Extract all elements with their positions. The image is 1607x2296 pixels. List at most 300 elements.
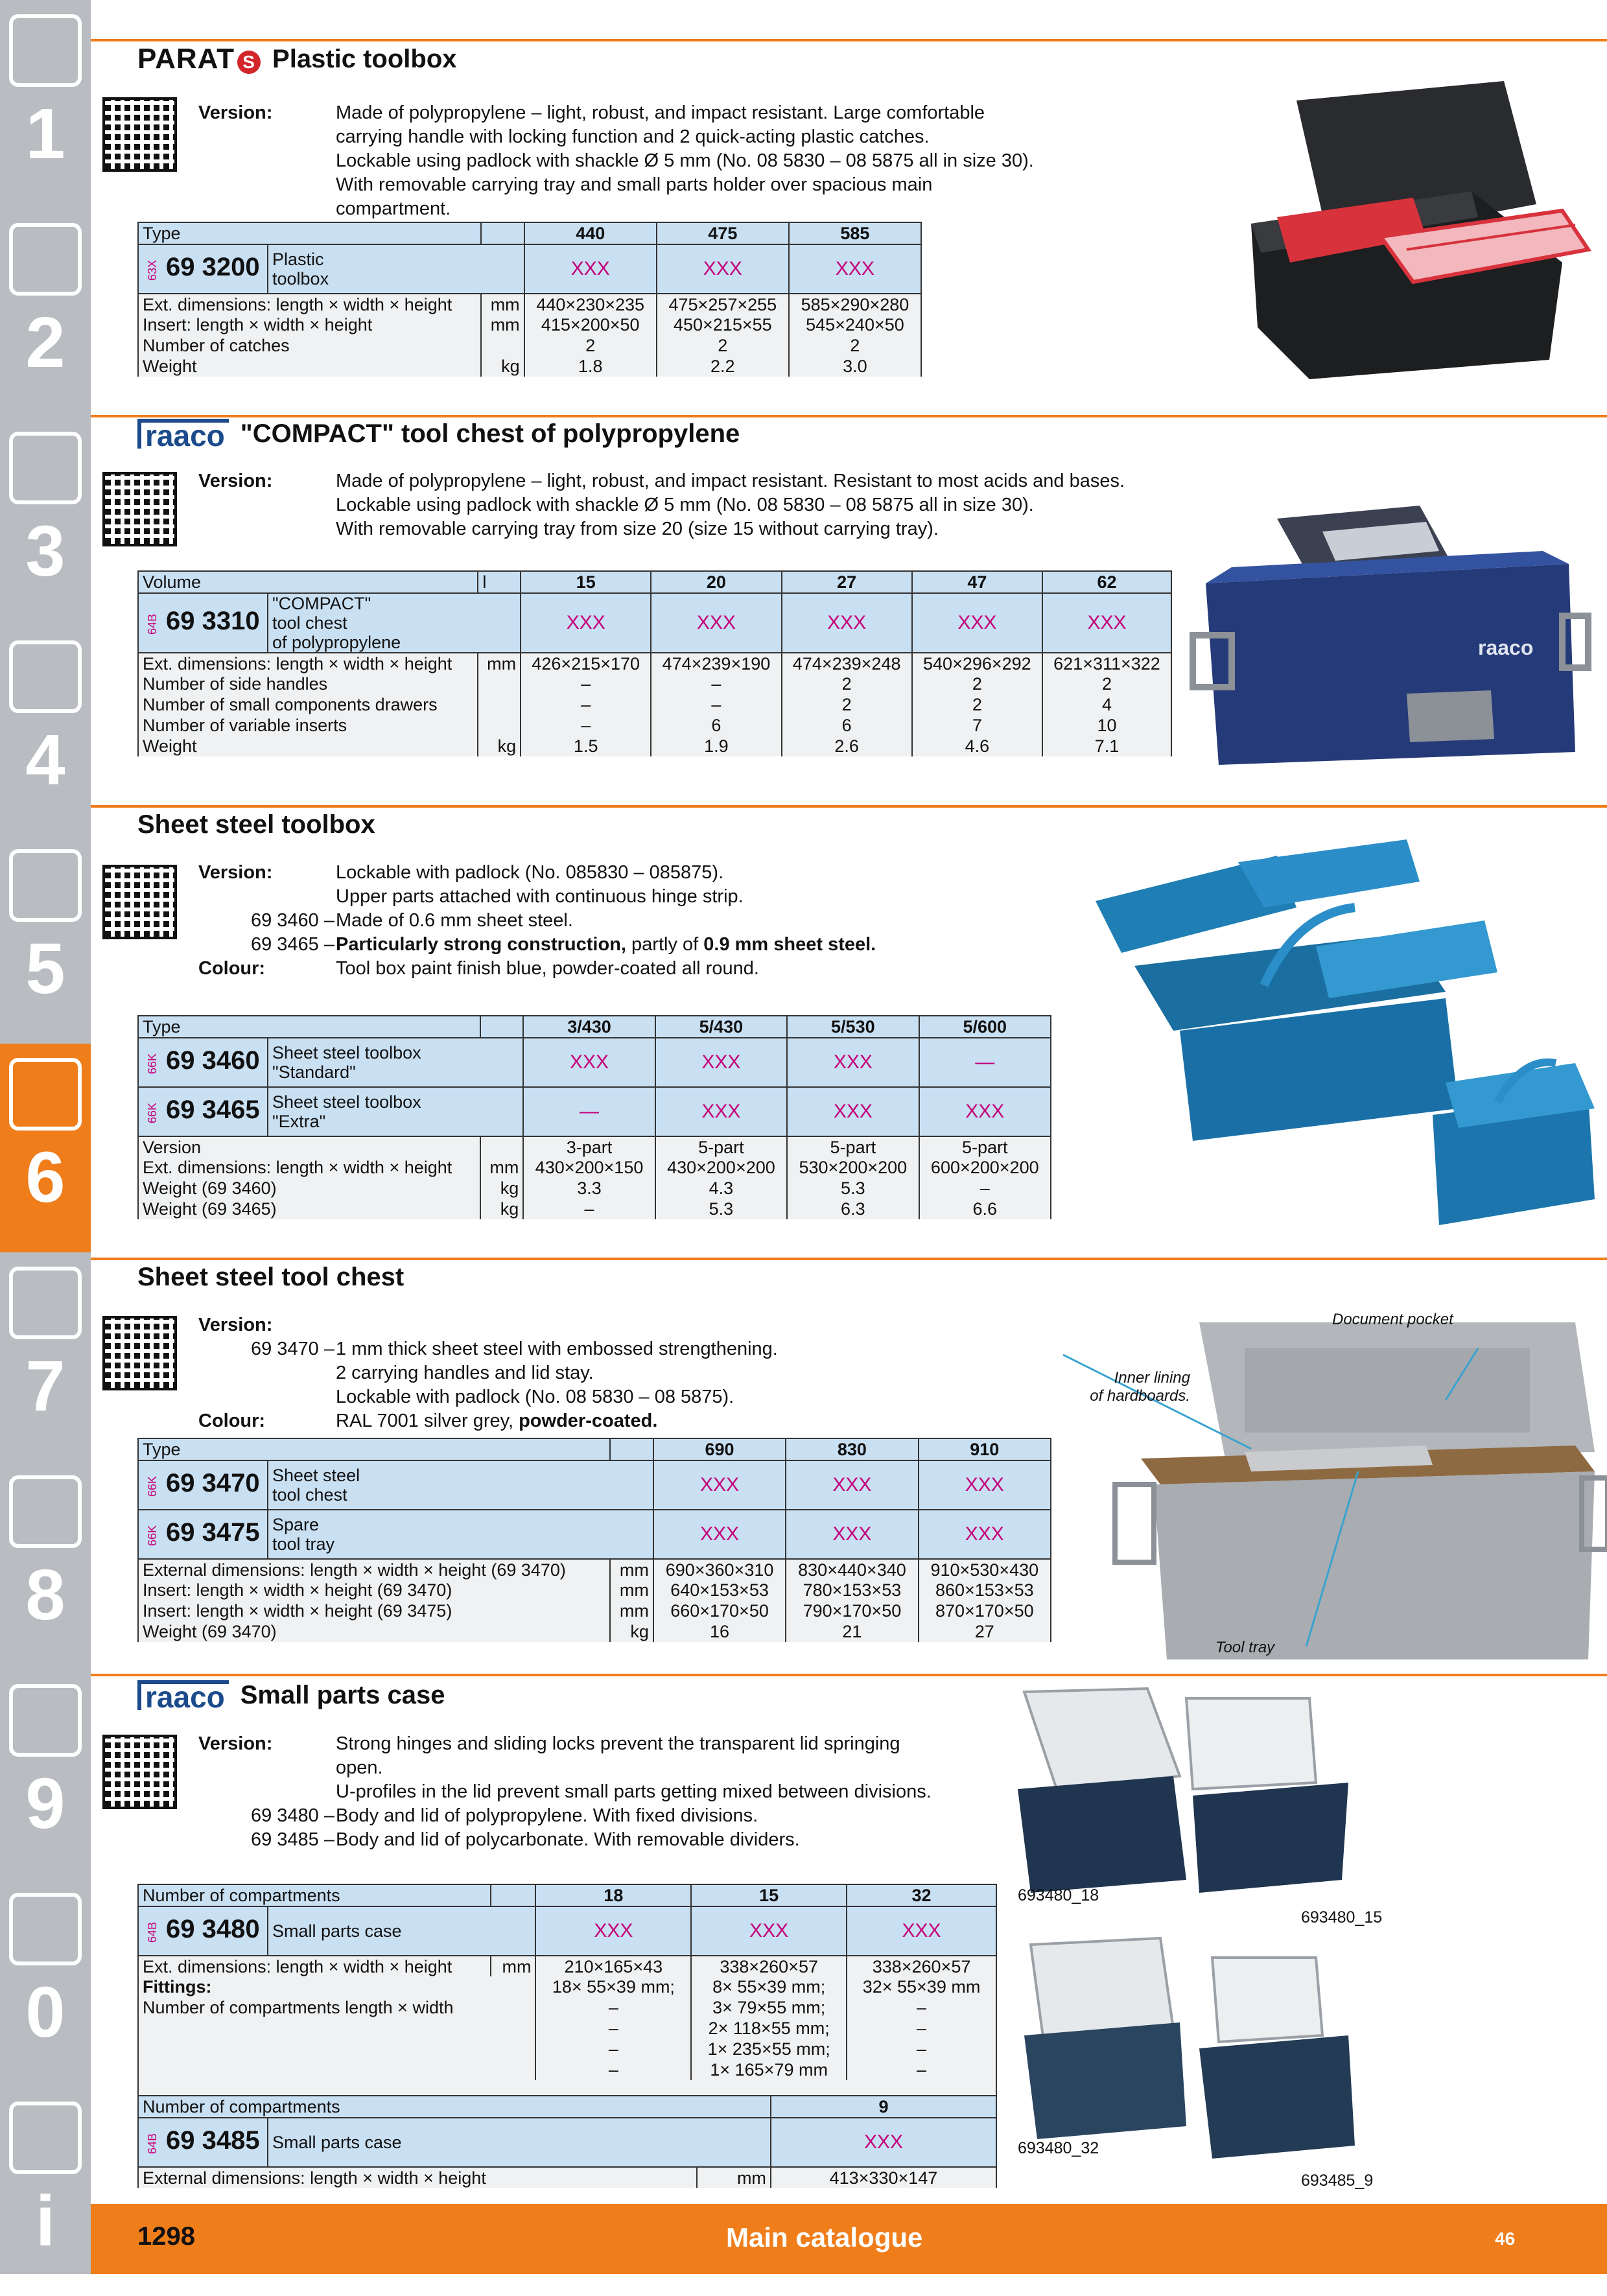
- row-value: 2: [657, 335, 789, 356]
- cutting-insert-icon: [9, 223, 82, 296]
- row-value: 18× 55×39 mm;: [535, 1976, 691, 1997]
- row-value: 475×257×255: [657, 294, 789, 314]
- row-unit: mm: [478, 653, 521, 674]
- section-rule: [91, 39, 1607, 41]
- description-lines: [336, 1732, 984, 1804]
- article-number: 69 3310: [166, 606, 260, 635]
- price-group-code: 66K: [146, 1525, 159, 1547]
- section-rule: [91, 1258, 1607, 1260]
- row-value: 21: [786, 1621, 918, 1642]
- article-row[interactable]: [138, 1460, 1051, 1510]
- row-label: Number of variable inserts: [138, 715, 478, 736]
- fittings-row: [138, 1976, 996, 1997]
- description-line: open.: [336, 1757, 383, 1778]
- description-lines: [336, 469, 1269, 541]
- row-value: 5.3: [655, 1199, 787, 1219]
- row-value: 3.0: [789, 356, 921, 377]
- header-column: 18: [535, 1884, 691, 1906]
- price-cell: —: [919, 1038, 1051, 1087]
- price-cell: XXX: [653, 1460, 786, 1510]
- qr-code-icon[interactable]: [102, 97, 177, 172]
- compact-tool-chest-image: [1180, 493, 1595, 771]
- product-title: "COMPACT" tool chest of polypropylene: [240, 419, 740, 448]
- chapter-tab-5[interactable]: [0, 835, 91, 1044]
- header-column: 27: [782, 571, 912, 593]
- chapter-tab-9[interactable]: [0, 1670, 91, 1879]
- row-value: 338×260×57: [847, 1956, 996, 1976]
- price-group-code: 64B: [146, 1922, 159, 1943]
- article-row[interactable]: [138, 244, 921, 294]
- row-value: –: [521, 715, 651, 736]
- table-row: [138, 674, 1171, 694]
- header-unit: [491, 1884, 536, 1906]
- article-number: 69 3485: [166, 2126, 260, 2155]
- description-line: Made of polypropylene – light, robust, and impact resistant. Large comfortable: [336, 102, 985, 123]
- chapter-number: 3: [25, 511, 65, 591]
- article-name: [268, 244, 524, 294]
- header-label: Type: [138, 1438, 610, 1460]
- fittings-label: Fittings:: [143, 1977, 212, 1997]
- product-title: Sheet steel tool chest: [137, 1263, 405, 1291]
- row-label: [138, 2018, 535, 2039]
- colour-label: Colour:: [198, 958, 266, 979]
- catalog-page: [91, 0, 1607, 2274]
- article-name-line: "Standard": [272, 1062, 356, 1082]
- price-cell: XXX: [655, 1038, 787, 1087]
- row-unit: mm: [481, 314, 524, 335]
- article-name: [268, 1460, 653, 1510]
- row-value: 585×290×280: [789, 294, 921, 314]
- image-caption: Inner lining of hardboards.: [1090, 1369, 1190, 1405]
- row-unit: [480, 1136, 523, 1157]
- plastic-toolbox-image: [1199, 55, 1601, 392]
- description-line: Upper parts attached with continuous hinge strip.: [336, 886, 744, 907]
- row-unit: kg: [480, 1199, 523, 1219]
- article-name: [268, 1038, 523, 1087]
- row-value: 5-part: [655, 1136, 787, 1157]
- article-number-cell: [138, 2118, 268, 2167]
- row-value: 4.3: [655, 1178, 787, 1199]
- price-cell: XXX: [523, 1038, 655, 1087]
- header-column: 5/600: [919, 1016, 1051, 1038]
- article-name-line: Plastic: [272, 250, 324, 269]
- safety-icon: [9, 1893, 82, 1965]
- row-value: 5-part: [919, 1136, 1051, 1157]
- row-label: [138, 2039, 535, 2059]
- article-ref: 69 3470 –: [250, 1339, 334, 1359]
- sheet-steel-tool-chest-image: [1063, 1309, 1607, 1672]
- description-line: Lockable with padlock (No. 08 5830 – 08 5875).: [336, 1387, 734, 1407]
- article-row[interactable]: [138, 1510, 1051, 1559]
- table-row: [138, 2167, 996, 2188]
- header-column: 475: [657, 222, 789, 244]
- table-row: [138, 335, 921, 356]
- row-label: Number of side handles: [138, 674, 478, 694]
- price-cell: XXX: [786, 1510, 918, 1559]
- row-value: –: [847, 2039, 996, 2059]
- article-row[interactable]: [138, 1087, 1051, 1136]
- header-label: Type: [138, 222, 481, 244]
- description-line: Made of polypropylene – light, robust, and impact resistant. Resistant to most acids and bases.: [336, 471, 1125, 491]
- table-row: [138, 715, 1171, 736]
- description-text: Body and lid of polypropylene. With fixed divisions.: [336, 1805, 758, 1826]
- row-value: 860×153×53: [919, 1580, 1051, 1600]
- version-label: Version:: [198, 862, 273, 883]
- fittings-row: [138, 2018, 996, 2039]
- row-label: Insert: length × width × height (69 3475): [138, 1600, 610, 1621]
- row-value: 2.2: [657, 356, 789, 377]
- version-description: [198, 1313, 1041, 1443]
- image-caption: 693485_9: [1301, 2172, 1374, 2190]
- row-value: 2: [782, 674, 912, 694]
- chapter-number: 7: [25, 1346, 65, 1426]
- row-value: 780×153×53: [786, 1580, 918, 1600]
- drill-bit-icon: [9, 14, 82, 87]
- description-line: carrying handle with locking function and 2 quick-acting plastic catches.: [336, 126, 930, 147]
- section-title: [137, 419, 740, 452]
- price-cell: XXX: [847, 1906, 996, 1956]
- row-value: 830×440×340: [786, 1559, 918, 1580]
- row-value: 10: [1042, 715, 1171, 736]
- article-row[interactable]: [138, 1038, 1051, 1087]
- article-number: 69 3465: [166, 1095, 260, 1124]
- row-value: –: [521, 674, 651, 694]
- header-column: 3/430: [523, 1016, 655, 1038]
- row-label: Ext. dimensions: length × width × height: [138, 294, 481, 314]
- row-label: Weight (69 3465): [138, 1199, 480, 1219]
- version-label: Version:: [198, 1733, 273, 1754]
- row-value: 1.9: [651, 736, 781, 756]
- small-parts-cases-image: [1005, 1685, 1588, 2191]
- qr-code-icon[interactable]: [102, 1316, 177, 1390]
- price-cell: XXX: [771, 2118, 996, 2167]
- row-unit: mm: [481, 294, 524, 314]
- row-value: 6: [782, 715, 912, 736]
- parat-logo: PARAT S: [137, 43, 261, 75]
- article-number-cell: [138, 1460, 268, 1510]
- price-group-code: 66K: [146, 1103, 159, 1124]
- row-value: 426×215×170: [521, 653, 651, 674]
- chuck-icon: [9, 432, 82, 504]
- article-name-line: Sheet steel toolbox: [272, 1092, 421, 1112]
- table-row: [138, 736, 1171, 756]
- chapter-tab-i[interactable]: [0, 2087, 91, 2296]
- row-value: 910×530×430: [919, 1559, 1051, 1580]
- row-value: 690×360×310: [653, 1559, 786, 1580]
- row-value: 7.1: [1042, 736, 1171, 756]
- row-value: 2× 118×55 mm;: [691, 2018, 847, 2039]
- fittings-row: [138, 1997, 996, 2018]
- description-text: Body and lid of polycarbonate. With removable dividers.: [336, 1829, 800, 1850]
- row-unit: kg: [480, 1178, 523, 1199]
- table-header-row: [138, 571, 1171, 593]
- header-unit: [480, 1016, 523, 1038]
- row-value: 2: [912, 674, 1042, 694]
- row-label: Insert: length × width × height: [138, 314, 481, 335]
- row-value: –: [847, 1997, 996, 2018]
- description-line: U-profiles in the lid prevent small parts getting mixed between divisions.: [336, 1781, 932, 1802]
- row-value: 2: [912, 694, 1042, 715]
- colour-text: RAL 7001 silver grey, powder-coated.: [336, 1411, 658, 1431]
- row-label: Insert: length × width × height (69 3470): [138, 1580, 610, 1600]
- header-column: 830: [786, 1438, 918, 1460]
- raaco-logo: raaco: [137, 1680, 229, 1710]
- price-cell: XXX: [521, 593, 651, 653]
- table-row: [138, 1178, 1051, 1199]
- qr-code-icon[interactable]: [102, 1735, 177, 1809]
- price-cell: XXX: [653, 1510, 786, 1559]
- chapter-tab-7[interactable]: [0, 1252, 91, 1461]
- row-value: 545×240×50: [789, 314, 921, 335]
- article-name: [268, 1087, 523, 1136]
- chapter-tab-6[interactable]: [0, 1044, 91, 1252]
- row-unit: mm: [610, 1600, 653, 1621]
- header-unit: [610, 1438, 653, 1460]
- article-number-cell: [138, 1906, 268, 1956]
- table-header-row: [138, 1884, 996, 1906]
- price-group-code: 66K: [146, 1476, 159, 1497]
- row-unit: mm: [697, 2167, 771, 2188]
- row-value: 474×239×248: [782, 653, 912, 674]
- row-unit: [481, 335, 524, 356]
- article-name-line: tool tray: [272, 1534, 335, 1554]
- row-value: 2.6: [782, 736, 912, 756]
- article-number: 69 3480: [166, 1914, 260, 1943]
- description-text: Particularly strong construction, partly of 0.9 mm sheet steel.: [336, 934, 876, 955]
- row-value: –: [847, 2018, 996, 2039]
- product-title: Plastic toolbox: [272, 44, 457, 73]
- chapter-tab-0[interactable]: [0, 1879, 91, 2087]
- price-cell: XXX: [1042, 593, 1171, 653]
- qr-code-icon[interactable]: [102, 472, 177, 546]
- row-value: 430×200×200: [655, 1157, 787, 1178]
- image-caption: 693480_32: [1018, 2139, 1099, 2157]
- price-cell: XXX: [912, 593, 1042, 653]
- price-cell: XXX: [651, 593, 781, 653]
- header-column: 20: [651, 571, 781, 593]
- chapter-number: 1: [25, 94, 65, 174]
- wrench-icon: [9, 1058, 82, 1130]
- row-unit: [478, 674, 521, 694]
- price-cell: XXX: [919, 1460, 1051, 1510]
- article-row[interactable]: [138, 2118, 996, 2167]
- table-row: [138, 1199, 1051, 1219]
- row-value: 790×170×50: [786, 1600, 918, 1621]
- chapter-number: 5: [25, 929, 65, 1009]
- spec-table: [137, 222, 922, 377]
- row-value: –: [535, 1997, 691, 2018]
- row-unit: kg: [610, 1621, 653, 1642]
- article-number-cell: [138, 1510, 268, 1559]
- row-label: Ext. dimensions: length × width × height: [138, 1157, 480, 1178]
- spec-table: [137, 1884, 997, 2101]
- row-value: 870×170×50: [919, 1600, 1051, 1621]
- row-value: –: [535, 2059, 691, 2080]
- article-name: [268, 1510, 653, 1559]
- row-value: 3× 79×55 mm;: [691, 1997, 847, 2018]
- row-value: –: [651, 674, 781, 694]
- header-column: 585: [789, 222, 921, 244]
- header-column: 15: [691, 1884, 847, 1906]
- product-title: Sheet steel toolbox: [137, 810, 375, 839]
- chapter-tab-2[interactable]: [0, 209, 91, 417]
- price-cell: XXX: [919, 1510, 1051, 1559]
- article-ref: 69 3480 –: [250, 1805, 334, 1826]
- row-label: Weight (69 3460): [138, 1178, 480, 1199]
- article-name: [268, 593, 521, 653]
- row-value: –: [847, 2059, 996, 2080]
- table-row: [138, 1559, 1051, 1580]
- section-title: [137, 1680, 445, 1714]
- table-row: [138, 356, 921, 377]
- chapter-sidebar: [0, 0, 91, 2274]
- row-label: Number of small components drawers: [138, 694, 478, 715]
- row-value: 6.3: [787, 1199, 919, 1219]
- article-row[interactable]: [138, 593, 1171, 653]
- info-icon: [9, 2102, 82, 2174]
- header-column: 32: [847, 1884, 996, 1906]
- price-cell: XXX: [786, 1460, 918, 1510]
- article-name-line: "COMPACT": [272, 594, 371, 613]
- header-column: 5/530: [787, 1016, 919, 1038]
- row-value: 6.6: [919, 1199, 1051, 1219]
- row-unit: kg: [481, 356, 524, 377]
- row-unit: [478, 694, 521, 715]
- table-row: [138, 314, 921, 335]
- description-line: compartment.: [336, 198, 451, 219]
- header-label: Number of compartments: [138, 1884, 491, 1906]
- row-value: 660×170×50: [653, 1600, 786, 1621]
- colour-label: Colour:: [198, 1411, 266, 1431]
- row-unit: kg: [478, 736, 521, 756]
- pliers-icon: [9, 1267, 82, 1339]
- chapter-tab-4[interactable]: [0, 626, 91, 835]
- header-label: Volume: [138, 571, 478, 593]
- table-row: [138, 1600, 1051, 1621]
- description-line: Lockable using padlock with shackle Ø 5 mm (No. 08 5830 – 08 5875 all in size 30).: [336, 495, 1034, 515]
- description-lines: [336, 101, 1140, 221]
- chapter-number: 6: [25, 1138, 65, 1217]
- price-cell: XXX: [789, 244, 921, 294]
- article-number-cell: [138, 1087, 268, 1136]
- section-title: [137, 1263, 404, 1292]
- fittings-row: [138, 2039, 996, 2059]
- row-label: Number of catches: [138, 335, 481, 356]
- section-title: [137, 43, 457, 75]
- version-description: [198, 861, 1171, 990]
- chapter-number: i: [35, 2181, 56, 2261]
- price-cell: XXX: [919, 1087, 1051, 1136]
- version-label: Version:: [198, 1315, 273, 1335]
- article-number: 69 3470: [166, 1468, 260, 1497]
- row-label: Ext. dimensions: length × width × height: [138, 1956, 491, 1976]
- colour-text: Tool box paint finish blue, powder-coated all round.: [336, 958, 759, 979]
- price-group-code: 64B: [146, 614, 159, 635]
- row-label: [138, 1976, 535, 1997]
- row-value: –: [535, 2018, 691, 2039]
- price-cell: XXX: [787, 1038, 919, 1087]
- chapter-number: 9: [25, 1764, 65, 1844]
- row-unit: [478, 715, 521, 736]
- row-value: –: [521, 694, 651, 715]
- header-unit: [481, 222, 524, 244]
- fittings-sublabel: Number of compartments length × width: [143, 1998, 454, 2017]
- row-value: 1× 165×79 mm: [691, 2059, 847, 2080]
- table-row: [138, 653, 1171, 674]
- row-value: 5.3: [787, 1178, 919, 1199]
- version-label: Version:: [198, 102, 273, 123]
- chapter-tab-1[interactable]: [0, 0, 91, 209]
- header-column: 440: [524, 222, 657, 244]
- description-line: 2 carrying handles and lid stay.: [336, 1363, 594, 1383]
- section-rule: [91, 1674, 1607, 1676]
- header-column: 5/430: [655, 1016, 787, 1038]
- section-rule: [91, 415, 1607, 417]
- table-header-row: [138, 1016, 1051, 1038]
- row-value: 4.6: [912, 736, 1042, 756]
- article-number: 69 3475: [166, 1517, 260, 1547]
- price-cell: XXX: [535, 1906, 691, 1956]
- row-value: 440×230×235: [524, 294, 657, 314]
- row-value: –: [651, 694, 781, 715]
- table-header-row: [138, 222, 921, 244]
- header-unit: l: [478, 571, 521, 593]
- article-name: [268, 1906, 535, 1956]
- chapter-number: 0: [25, 1973, 65, 2052]
- article-ref: 69 3485 –: [250, 1829, 334, 1850]
- price-cell: XXX: [657, 244, 789, 294]
- chapter-tab-8[interactable]: [0, 1461, 91, 1670]
- article-number-cell: [138, 593, 268, 653]
- header-column: 690: [653, 1438, 786, 1460]
- article-row[interactable]: [138, 1906, 996, 1956]
- row-label: Weight (69 3470): [138, 1621, 610, 1642]
- row-value: 5-part: [787, 1136, 919, 1157]
- row-value: 1.5: [521, 736, 651, 756]
- article-number: 69 3460: [166, 1046, 260, 1075]
- row-value: 600×200×200: [919, 1157, 1051, 1178]
- table-row: [138, 1580, 1051, 1600]
- table-row: [138, 694, 1171, 715]
- article-name: Small parts case: [268, 2118, 771, 2167]
- image-caption: 693480_18: [1018, 1886, 1099, 1904]
- table-row: [138, 1136, 1051, 1157]
- header-column: 62: [1042, 571, 1171, 593]
- spec-table: [137, 1015, 1051, 1219]
- chapter-tab-3[interactable]: [0, 417, 91, 626]
- header-label: Number of compartments: [138, 2096, 771, 2118]
- row-value: 3-part: [523, 1136, 655, 1157]
- table-row: [138, 1157, 1051, 1178]
- tool-board-icon: [9, 1475, 82, 1548]
- article-name-line: toolbox: [272, 269, 329, 288]
- row-value: 3.3: [523, 1178, 655, 1199]
- row-value: 2: [524, 335, 657, 356]
- page-footer: [91, 2204, 1607, 2274]
- section-title: [137, 810, 375, 839]
- row-value: 2: [789, 335, 921, 356]
- row-value: 32× 55×39 mm: [847, 1976, 996, 1997]
- version-label: Version:: [198, 471, 273, 491]
- qr-code-icon[interactable]: [102, 865, 177, 939]
- row-unit: mm: [480, 1157, 523, 1178]
- row-value: 621×311×322: [1042, 653, 1171, 674]
- row-value: 415×200×50: [524, 314, 657, 335]
- catalogue-name: Main catalogue: [726, 2222, 923, 2253]
- article-name-line: Spare: [272, 1515, 320, 1534]
- version-description: [198, 101, 1171, 224]
- row-value: –: [523, 1199, 655, 1219]
